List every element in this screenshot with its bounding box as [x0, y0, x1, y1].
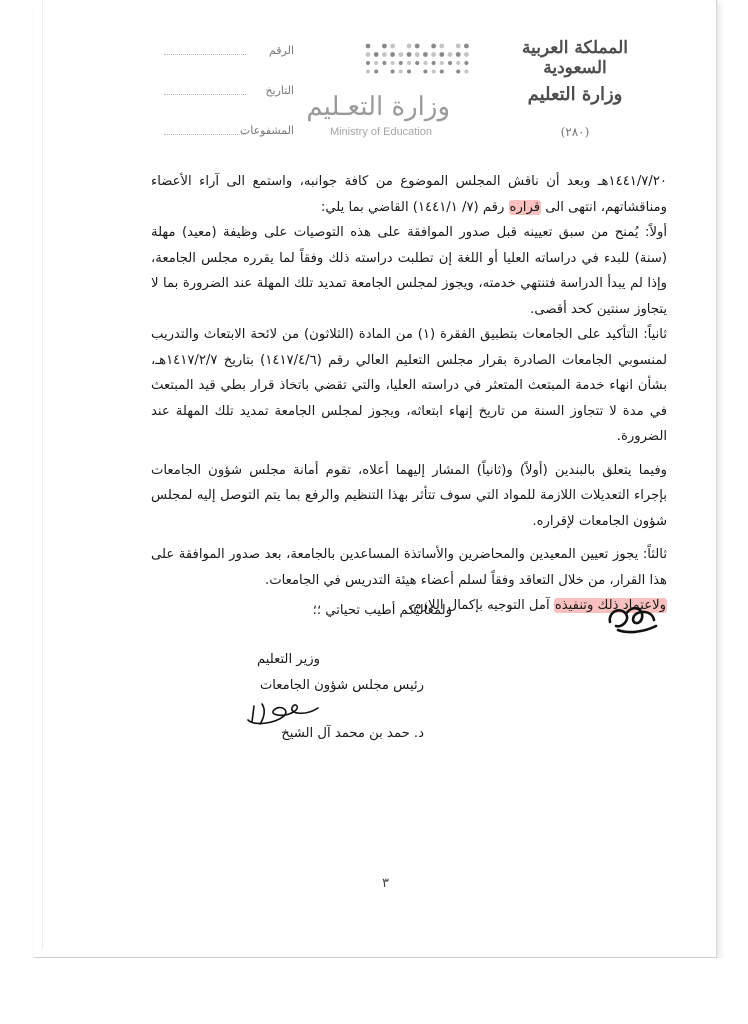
logo-dots-icon: [364, 42, 474, 82]
logo-dot: [391, 61, 395, 65]
logo-dot: [407, 70, 411, 74]
logo-dot: [407, 61, 411, 65]
attachments-field: [164, 120, 294, 160]
signature-icon: [244, 696, 324, 730]
logo-dot: [431, 52, 436, 57]
logo-dot: [456, 61, 460, 65]
logo-dot: [464, 52, 469, 57]
logo-dot: [366, 70, 370, 74]
logo-dot: [456, 70, 460, 74]
logo-dot: [366, 44, 371, 49]
logo-dot: [366, 61, 370, 65]
minister-name: د. حمد بن محمد آل الشيخ: [281, 726, 424, 741]
logo-dot: [448, 52, 453, 57]
paragraph-intro: [151, 169, 667, 220]
number-field: [164, 40, 294, 80]
logo-dot: [431, 44, 436, 49]
logo-dot: [439, 52, 444, 57]
intro-text: ١٤٤١/٧/٢٠هـ وبعد أن ناقش المجلس الموضوع من كافة جوانبه، واستمع الى آراء الأعضاء ومناقشاتهم، انتهى الى: [151, 174, 667, 215]
letter-body: [151, 169, 667, 619]
date-label: التاريخ: [265, 84, 294, 97]
item-note: وفيما يتعلق بالبندين (أولاً) و(ثانياً) المشار إليهما أعلاه، تقوم أمانة مجلس شؤون الجامعات بإجراء التعديلات اللازمة للمواد التي سوف تتأثر بهذا التنظيم والرفع بما يتم التوصل إليه لمجلس شؤون الجامعات لإقراره.: [151, 462, 667, 529]
document-page: [34, 0, 717, 958]
logo-dot: [390, 52, 395, 57]
number-dotline: [164, 54, 246, 55]
handwritten-initials-icon: [604, 600, 660, 636]
logo-dot: [432, 61, 436, 65]
form-code: (٢٨٠): [560, 125, 590, 139]
logo-dot: [440, 61, 444, 65]
highlight-approval: ولاعتماد ذلك وتنفيذه: [554, 598, 666, 613]
logo-dot: [399, 70, 403, 74]
minister-title: وزير التعليم: [256, 652, 320, 667]
logo-dot: [440, 70, 444, 74]
logo-dot: [407, 44, 412, 49]
logo-dot: [382, 44, 387, 49]
attachments-label: المشفوعات: [239, 124, 294, 137]
attachments-dotline: [164, 134, 246, 135]
logo-dot: [374, 61, 378, 65]
logo-dot: [374, 70, 378, 74]
bottom-margin: [0, 958, 748, 1024]
final-text: آمل التوجيه بإكمال اللازم.: [409, 598, 554, 613]
logo-dot: [423, 70, 427, 74]
logo-dot: [464, 70, 468, 74]
logo-dot: [456, 52, 461, 57]
item-third: ثالثاً: يجوز تعيين المعيدين والمحاضرين والأساتذة المساعدين بالجامعة، بعد صدور الموافقة على هذا القرار، من خلال التعاقد وفقاً لسلم أعضاء هيئة التدريس في الجامعات.: [151, 547, 667, 588]
logo-dot: [415, 44, 420, 49]
logo-dot: [464, 61, 468, 65]
date-field: [164, 80, 294, 120]
logo-dot: [382, 52, 387, 57]
logo-dot: [439, 44, 444, 49]
closing-greeting: ولمعاليكم أطيب تحياتي ؛؛: [312, 603, 452, 618]
logo-dot: [464, 44, 469, 49]
date-dotline: [164, 94, 246, 95]
page-number: ٣: [382, 876, 389, 891]
logo-dot: [407, 52, 412, 57]
logo-dot: [415, 52, 420, 57]
logo-dot: [398, 52, 403, 57]
ministry-logo: [304, 40, 519, 144]
logo-dot: [374, 52, 379, 57]
item-first: أولاً: يُمنح من سبق تعيينه قبل صدور الموافقة على هذه التوصيات على وظيفة (معيد) مهلة (سنة) للبدء في دراساته العليا أو اللغة إن تطلبت دراسته ذلك وفقاً لما يقرره مجلس الجامعة، وإذا لم يبدأ الدراسة فتنتهي خدمته، ويجوز لمجلس الجامعة تمديد تلك المهلة عند الضرورة بما لا يتجاوز سنتين كحد أقصى.: [151, 225, 667, 317]
logo-dot: [456, 44, 461, 49]
logo-dot: [382, 61, 386, 65]
item-second: ثانياً: التأكيد على الجامعات بتطبيق الفقرة (١) من المادة (الثلاثون) من لائحة الابتعاث والتدريب لمنسوبي الجامعات الصادرة بقرار مجلس التعليم العالي رقم (١٤١٧/٤/٦) بتاريخ ١٤١٧/٢/٧هـ، بشأن انهاء خدمة المبتعث المتعثر في دراسته العليا، والتي تقضي باتخاذ قرار بطي قيد المبتعث في مدة لا تتجاوز السنة من تاريخ إنهاء ابتعاثه، ويجوز لمجلس الجامعة تمديد تلك المهلة عند الضرورة.: [151, 327, 667, 444]
logo-dot: [423, 52, 428, 57]
logo-dot: [399, 61, 403, 65]
kingdom-name: المملكة العربية السعودية: [521, 38, 629, 78]
number-label: الرقم: [268, 44, 294, 57]
logo-dot: [391, 70, 395, 74]
logo-dot: [432, 70, 436, 74]
logo-english-text: Ministry of Education: [329, 126, 433, 138]
logo-dot: [423, 61, 427, 65]
ministry-name: وزارة التعليم: [527, 84, 623, 105]
highlight-decision: قراره: [509, 199, 541, 215]
logo-dot: [415, 61, 419, 65]
logo-dot: [390, 44, 395, 49]
intro-text-end: رقم (٧/ ١٤٤١/١) القاضي بما يلي:: [320, 199, 509, 215]
logo-arabic-text: وزارة التعـليم: [306, 92, 450, 122]
header-fields: [164, 40, 294, 160]
logo-dot: [448, 61, 452, 65]
logo-dot: [366, 52, 371, 57]
council-title: رئيس مجلس شؤون الجامعات: [259, 678, 424, 693]
